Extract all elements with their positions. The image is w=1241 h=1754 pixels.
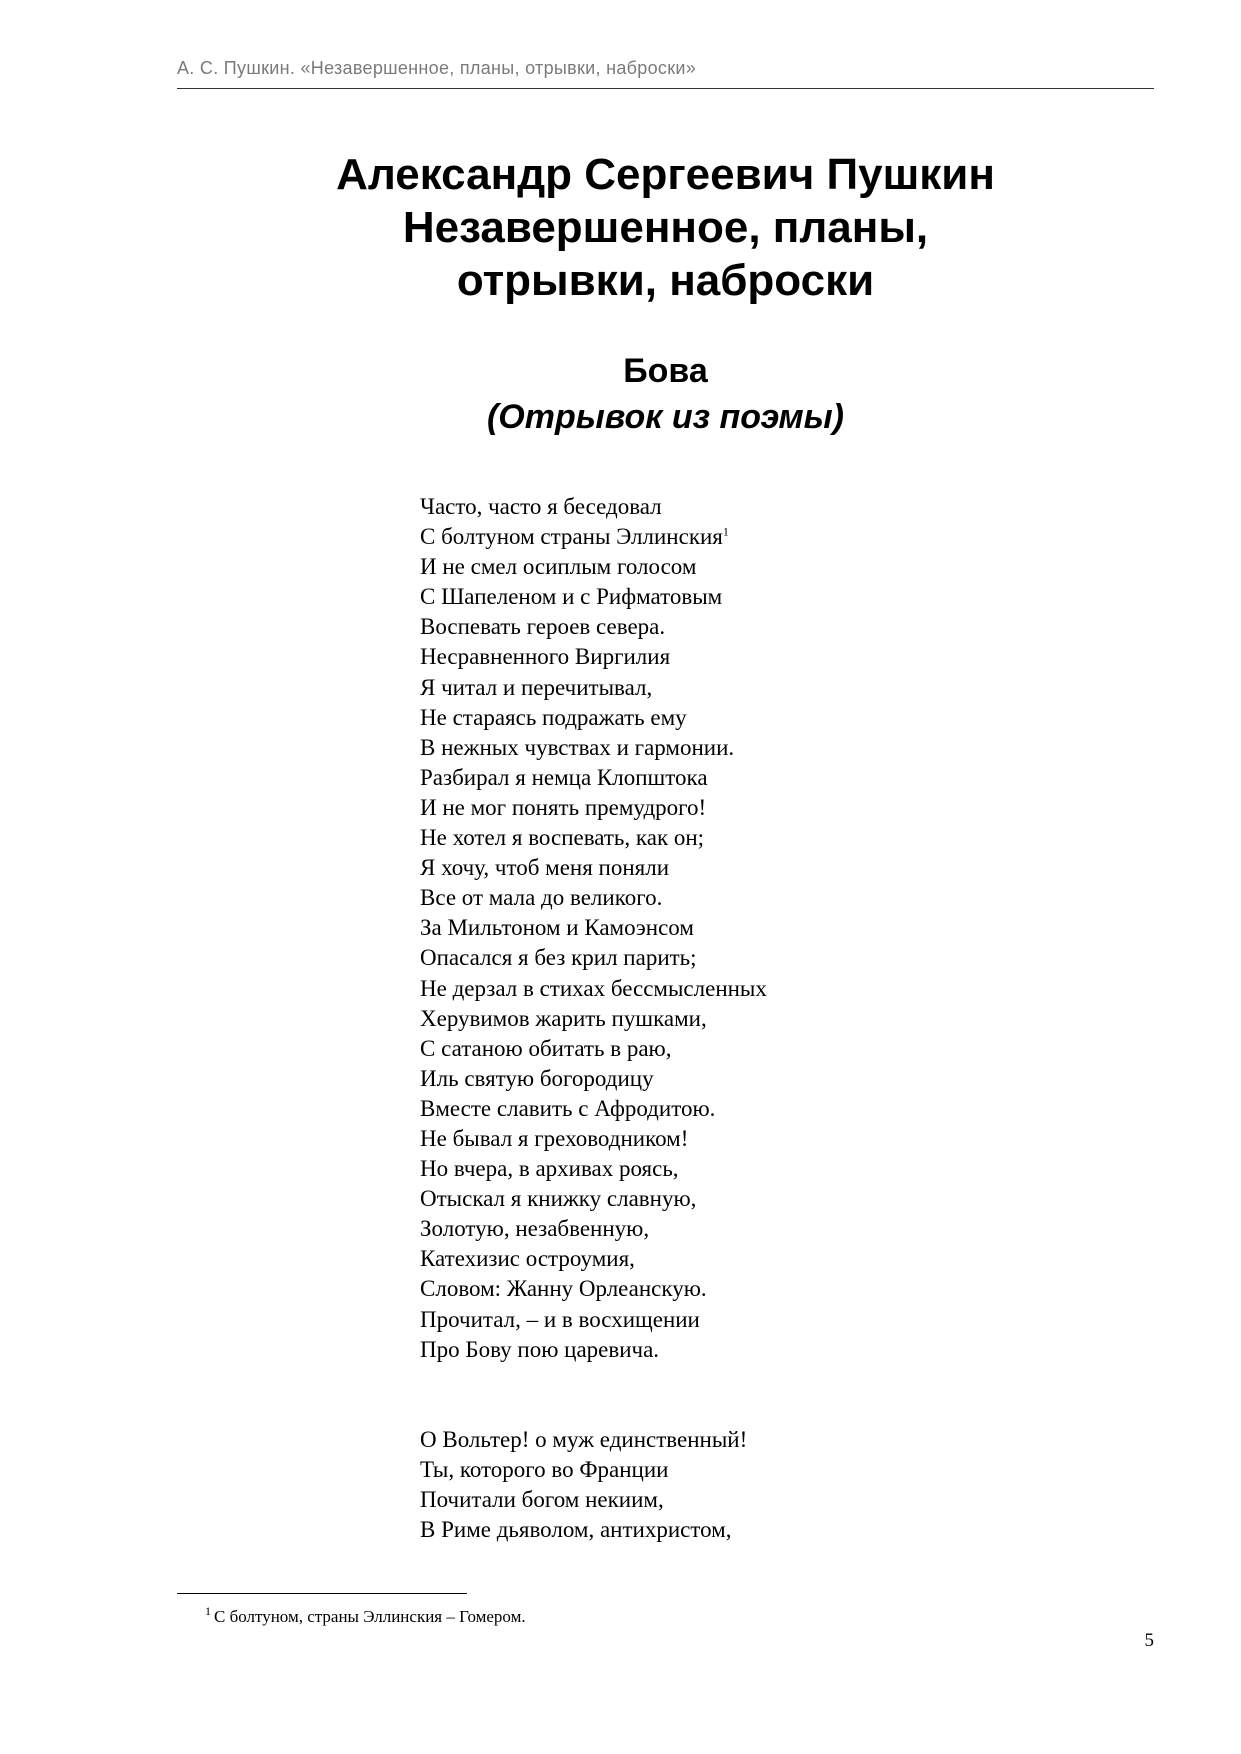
verse-line: Катехизис остроумия, (420, 1246, 635, 1272)
verse-line: И не смел осиплым голосом (420, 554, 697, 580)
running-header: А. С. Пушкин. «Незавершенное, планы, отрывки, наброски» (177, 58, 697, 78)
footnote-reference[interactable]: 1 (722, 524, 729, 539)
verse-line: Вместе славить с Афродитою. (420, 1095, 716, 1121)
section-title: Бова (623, 352, 708, 390)
verse-line: Ты, которого во Франции (420, 1456, 669, 1482)
footnote-text: С болтуном, страны Эллинския – Гомером. (214, 1607, 526, 1626)
stanza-1 (420, 492, 767, 1365)
footnote (205, 1604, 526, 1627)
section-subtitle: (Отрывок из поэмы) (486, 398, 845, 436)
verse-line: Не стараясь подражать ему (420, 704, 687, 730)
verse-line: Словом: Жанну Орлеанскую. (420, 1276, 707, 1302)
verse-line: С Шапеленом и с Рифматовым (420, 584, 723, 610)
verse-line: Я читал и перечитывал, (420, 674, 653, 700)
verse-line: За Мильтоном и Камоэнсом (420, 915, 694, 941)
verse-line: Разбирал я немца Клопштока (420, 764, 708, 790)
verse-line: И не мог понять премудрого! (420, 794, 707, 820)
title-author: Александр Сергеевич Пушкин (336, 150, 995, 199)
document-title (177, 148, 1154, 307)
verse-line: Все от мала до великого. (420, 885, 663, 911)
verse-line: Про Бову пою царевича. (420, 1336, 660, 1362)
verse-line: О Вольтер! о муж единственный! (420, 1426, 748, 1452)
page-number: 5 (1144, 1630, 1154, 1651)
verse-line: Прочитал, – и в восхищении (420, 1306, 700, 1332)
poem (420, 492, 767, 1545)
verse-line: Иль святую богородицу (420, 1065, 654, 1091)
verse-line: Не бывал я греховодником! (420, 1125, 689, 1151)
verse-line: Я хочу, чтоб меня поняли (420, 855, 670, 881)
footnote-mark: 1 (205, 1604, 211, 1619)
verse-line: Почитали богом некиим, (420, 1486, 664, 1512)
verse-line: Не хотел я воспевать, как он; (420, 825, 705, 851)
verse-line: Отыскал я книжку славную, (420, 1186, 697, 1212)
verse-line-with-footnote (420, 522, 767, 552)
verse-line: Золотую, незабвенную, (420, 1216, 650, 1242)
verse-line: В Риме дьяволом, антихристом, (420, 1517, 732, 1542)
verse-line: Не дерзал в стихах бессмысленных (420, 975, 767, 1001)
verse-line: Но вчера, в архивах роясь, (420, 1156, 679, 1182)
verse-line: Херувимов жарить пушками, (420, 1005, 707, 1031)
footnote-divider (177, 1593, 467, 1594)
title-work-line-2: отрывки, наброски (456, 256, 875, 305)
verse-line: В нежных чувствах и гармонии. (420, 734, 735, 760)
verse-line: Часто, часто я беседовал (420, 494, 662, 519)
verse-line: Несравненного Виргилия (420, 644, 671, 670)
title-work-line-1: Незавершенное, планы, (402, 203, 929, 252)
verse-line: Воспевать героев севера. (420, 614, 666, 640)
verse-line: Опасался я без крил парить; (420, 945, 697, 971)
header-divider (177, 88, 1154, 89)
stanza-2 (420, 1425, 767, 1545)
verse-line-text: С болтуном страны Эллинския (420, 524, 723, 550)
verse-line: С сатаною обитать в раю, (420, 1035, 672, 1061)
